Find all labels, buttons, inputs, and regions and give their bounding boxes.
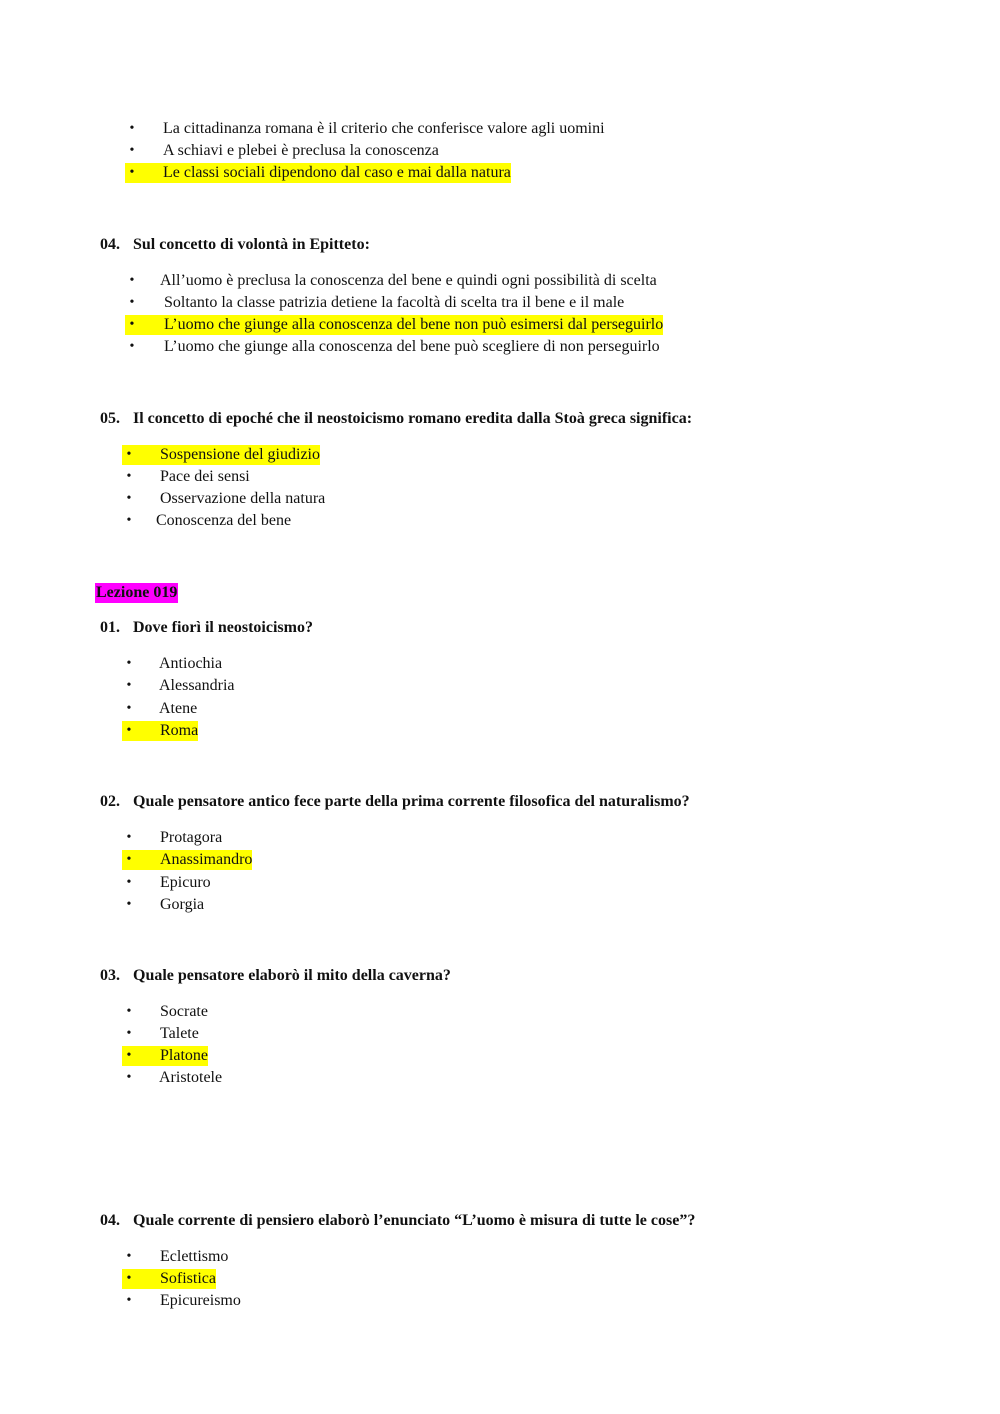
list-item <box>122 654 222 674</box>
list-item <box>122 511 291 531</box>
bullet-icon: • <box>126 1004 132 1019</box>
question-heading <box>100 235 370 255</box>
bullet-icon: • <box>126 491 132 506</box>
bullet-icon: • <box>126 469 132 484</box>
option-text: Antiochia <box>159 655 223 672</box>
list-item <box>122 850 252 870</box>
question-text: Quale corrente di pensiero elaborò l’enunciato “L’uomo è misura di tutte le cose”? <box>133 1212 696 1229</box>
question-number: 04. <box>100 1212 120 1229</box>
bullet-icon: • <box>126 897 132 912</box>
bullet-icon: • <box>126 852 132 867</box>
option-text: Aristotele <box>159 1069 223 1086</box>
question-text: Quale pensatore elaborò il mito della caverna? <box>133 967 451 984</box>
question-text: Quale pensatore antico fece parte della prima corrente filosofica del naturalismo? <box>133 793 690 810</box>
list-item <box>125 163 511 183</box>
bullet-icon: • <box>126 1293 132 1308</box>
option-text: Atene <box>159 700 198 717</box>
option-text: All’uomo è preclusa la conoscenza del bene e quindi ogni possibilità di scelta <box>160 272 657 289</box>
question-number: 04. <box>100 236 120 253</box>
bullet-icon: • <box>126 723 132 738</box>
option-text: Pace dei sensi <box>160 468 250 485</box>
option-text: L’uomo che giunge alla conoscenza del bene può scegliere di non perseguirlo <box>164 338 660 355</box>
question-text: Sul concetto di volontà in Epitteto: <box>133 236 370 253</box>
bullet-icon: • <box>126 830 132 845</box>
list-item <box>125 119 605 139</box>
option-text: Soltanto la classe patrizia detiene la facoltà di scelta tra il bene e il male <box>164 294 625 311</box>
bullet-icon: • <box>129 273 135 288</box>
option-text: Protagora <box>160 829 223 846</box>
option-text: Conoscenza del bene <box>156 512 292 529</box>
option-text: La cittadinanza romana è il criterio che conferisce valore agli uomini <box>163 120 605 137</box>
question-number: 02. <box>100 793 120 810</box>
question-number: 03. <box>100 967 120 984</box>
question-number: 05. <box>100 410 120 427</box>
list-item <box>122 895 204 915</box>
lesson-title: Lezione 019 <box>96 584 178 601</box>
option-text: Talete <box>160 1025 199 1042</box>
question-heading <box>100 966 451 986</box>
option-text: Alessandria <box>159 677 235 694</box>
list-item <box>125 293 624 313</box>
option-text: Sofistica <box>160 1270 216 1287</box>
bullet-icon: • <box>126 1271 132 1286</box>
list-item <box>122 467 250 487</box>
list-item <box>122 721 198 741</box>
option-text: Le classi sociali dipendono dal caso e mai dalla natura <box>163 164 511 181</box>
option-text: Anassimandro <box>160 851 253 868</box>
option-text: Osservazione della natura <box>160 490 326 507</box>
list-item <box>122 1291 241 1311</box>
bullet-icon: • <box>126 1048 132 1063</box>
bullet-icon: • <box>129 165 135 180</box>
option-text: Sospensione del giudizio <box>160 446 320 463</box>
list-item <box>125 337 660 357</box>
list-item <box>122 828 222 848</box>
option-text: Eclettismo <box>160 1248 229 1265</box>
question-text: Dove fiorì il neostoicismo? <box>133 619 313 636</box>
list-item <box>122 1068 222 1088</box>
option-text: Epicureismo <box>160 1292 241 1309</box>
bullet-icon: • <box>129 317 135 332</box>
list-item <box>122 1002 208 1022</box>
option-text: Socrate <box>160 1003 208 1020</box>
question-number: 01. <box>100 619 120 636</box>
list-item <box>122 873 211 893</box>
list-item <box>122 489 325 509</box>
option-text: L’uomo che giunge alla conoscenza del bene non può esimersi dal perseguirlo <box>164 316 664 333</box>
bullet-icon: • <box>129 295 135 310</box>
list-item <box>125 271 657 291</box>
option-text: A schiavi e plebei è preclusa la conoscenza <box>163 142 439 159</box>
list-item <box>122 1269 216 1289</box>
question-heading <box>100 792 690 812</box>
list-item <box>125 141 439 161</box>
bullet-icon: • <box>126 678 132 693</box>
bullet-icon: • <box>126 875 132 890</box>
list-item <box>122 1024 199 1044</box>
question-text: Il concetto di epoché che il neostoicismo romano eredita dalla Stoà greca significa: <box>133 410 693 427</box>
option-text: Platone <box>160 1047 208 1064</box>
question-heading <box>100 618 313 638</box>
option-text: Gorgia <box>160 896 205 913</box>
bullet-icon: • <box>126 1249 132 1264</box>
option-text: Epicuro <box>160 874 211 891</box>
question-heading <box>100 409 692 429</box>
question-heading <box>100 1211 695 1231</box>
bullet-icon: • <box>129 143 135 158</box>
bullet-icon: • <box>126 701 132 716</box>
bullet-icon: • <box>129 121 135 136</box>
list-item <box>125 315 663 335</box>
list-item <box>122 699 197 719</box>
list-item <box>122 676 235 696</box>
list-item <box>122 1046 208 1066</box>
bullet-icon: • <box>126 513 132 528</box>
bullet-icon: • <box>126 447 132 462</box>
list-item <box>122 1247 228 1267</box>
option-text: Roma <box>160 722 199 739</box>
bullet-icon: • <box>126 1026 132 1041</box>
bullet-icon: • <box>126 656 132 671</box>
list-item <box>122 445 320 465</box>
bullet-icon: • <box>129 339 135 354</box>
bullet-icon: • <box>126 1070 132 1085</box>
